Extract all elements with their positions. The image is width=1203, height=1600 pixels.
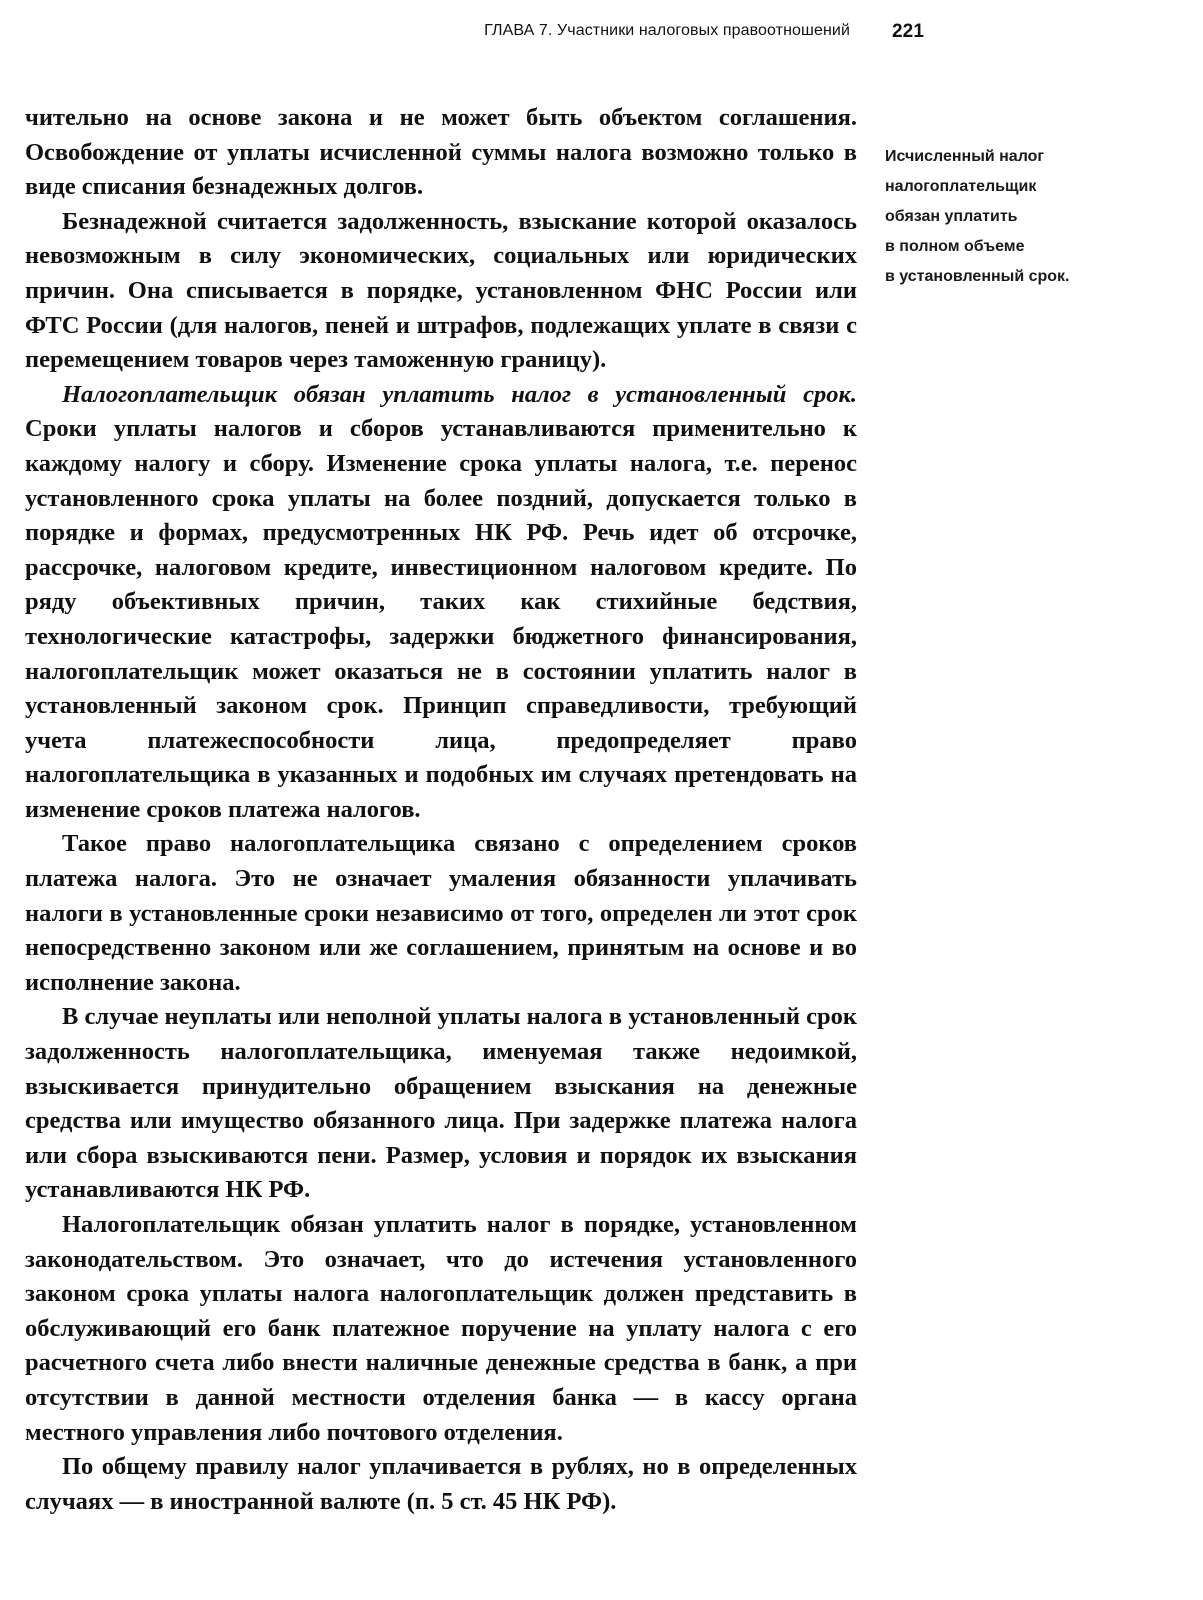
paragraph-6: Налогоплательщик обязан уплатить налог в порядке, установленном законодательством. Это означает, что до истечения установленного законом срока уплаты налога налогоплательщик должен представить в обслуживающий его банк платежное поручение на уплату налога с его расчетного счета либо внести наличные денежные средства в банк, а при отсутствии в данной местности отделения банка — в кассу органа местного управления либо почтового отделения. — [25, 1211, 857, 1446]
paragraph-1: чительно на основе закона и не может быть объектом соглашения. Освобождение от уплаты исчисленной суммы налога возможно только в виде списания безнадежных долгов. — [25, 104, 857, 201]
paragraph-5: В случае неуплаты или неполной уплаты налога в установленный срок задолженность налогоплательщика, именуемая также недоимкой, взыскивается принудительно обращением взыскания на денежные средства или имущество обязанного лица. При задержке платежа налога или сбора взыскиваются пени. Размер, условия и порядок их взыскания устанавливаются НК РФ. — [25, 1003, 857, 1204]
running-head — [0, 22, 930, 44]
margin-note-line-1: Исчисленный налог — [885, 148, 1045, 165]
page-number: 221 — [891, 21, 924, 42]
margin-note — [885, 142, 1135, 292]
paragraph-4: Такое право налогоплательщика связано с определением сроков платежа налога. Это не означает умаления обязанности уплачивать налоги в установленные сроки независимо от того, определен ли этот срок непосредственно законом или же соглашением, принятым на основе и во исполнение закона. — [25, 830, 857, 996]
main-text — [25, 101, 857, 1519]
margin-note-line-2: налогоплательщик — [885, 178, 1037, 195]
paragraph-3 — [25, 378, 857, 828]
chapter-title: ГЛАВА 7. Участники налоговых правоотношений — [484, 22, 850, 39]
margin-note-line-4: в полном объеме — [885, 238, 1025, 255]
paragraph-7: По общему правилу налог уплачивается в рублях, но в определенных случаях — в иностранной валюте (п. 5 ст. 45 НК РФ). — [25, 1453, 857, 1515]
margin-note-line-5: в установленный срок. — [885, 268, 1070, 285]
paragraph-3-text: Сроки уплаты налогов и сборов устанавливаются применительно к каждому налогу и сбору. Изменение срока уплаты налога, т.е. перенос установленного срока уплаты на более поздний, допускается только в порядке и формах, предусмотренных НК РФ. Речь идет об отсрочке, рассрочке, налоговом кредите, инвестиционном налоговом кредите. По ряду объективных причин, таких как стихийные бедствия, технологические катастрофы, задержки бюджетного финансирования, налогоплательщик может оказаться не в состоянии уплатить налог в установленный законом срок. Принцип справедливости, требующий учета платежеспособности лица, предопределяет право налогоплательщика в указанных и подобных им случаях претендовать на изменение сроков платежа налогов. — [25, 415, 857, 823]
paragraph-3-italic-lead: Налогоплательщик обязан уплатить налог в установленный срок. — [62, 380, 857, 408]
paragraph-2: Безнадежной считается задолженность, взыскание которой оказалось невозможным в силу экономических, социальных или юридических причин. Она списывается в порядке, установленном ФНС России или ФТС России (для налогов, пеней и штрафов, подлежащих уплате в связи с перемещением товаров через таможенную границу). — [25, 207, 857, 374]
margin-note-line-3: обязан уплатить — [885, 208, 1018, 225]
